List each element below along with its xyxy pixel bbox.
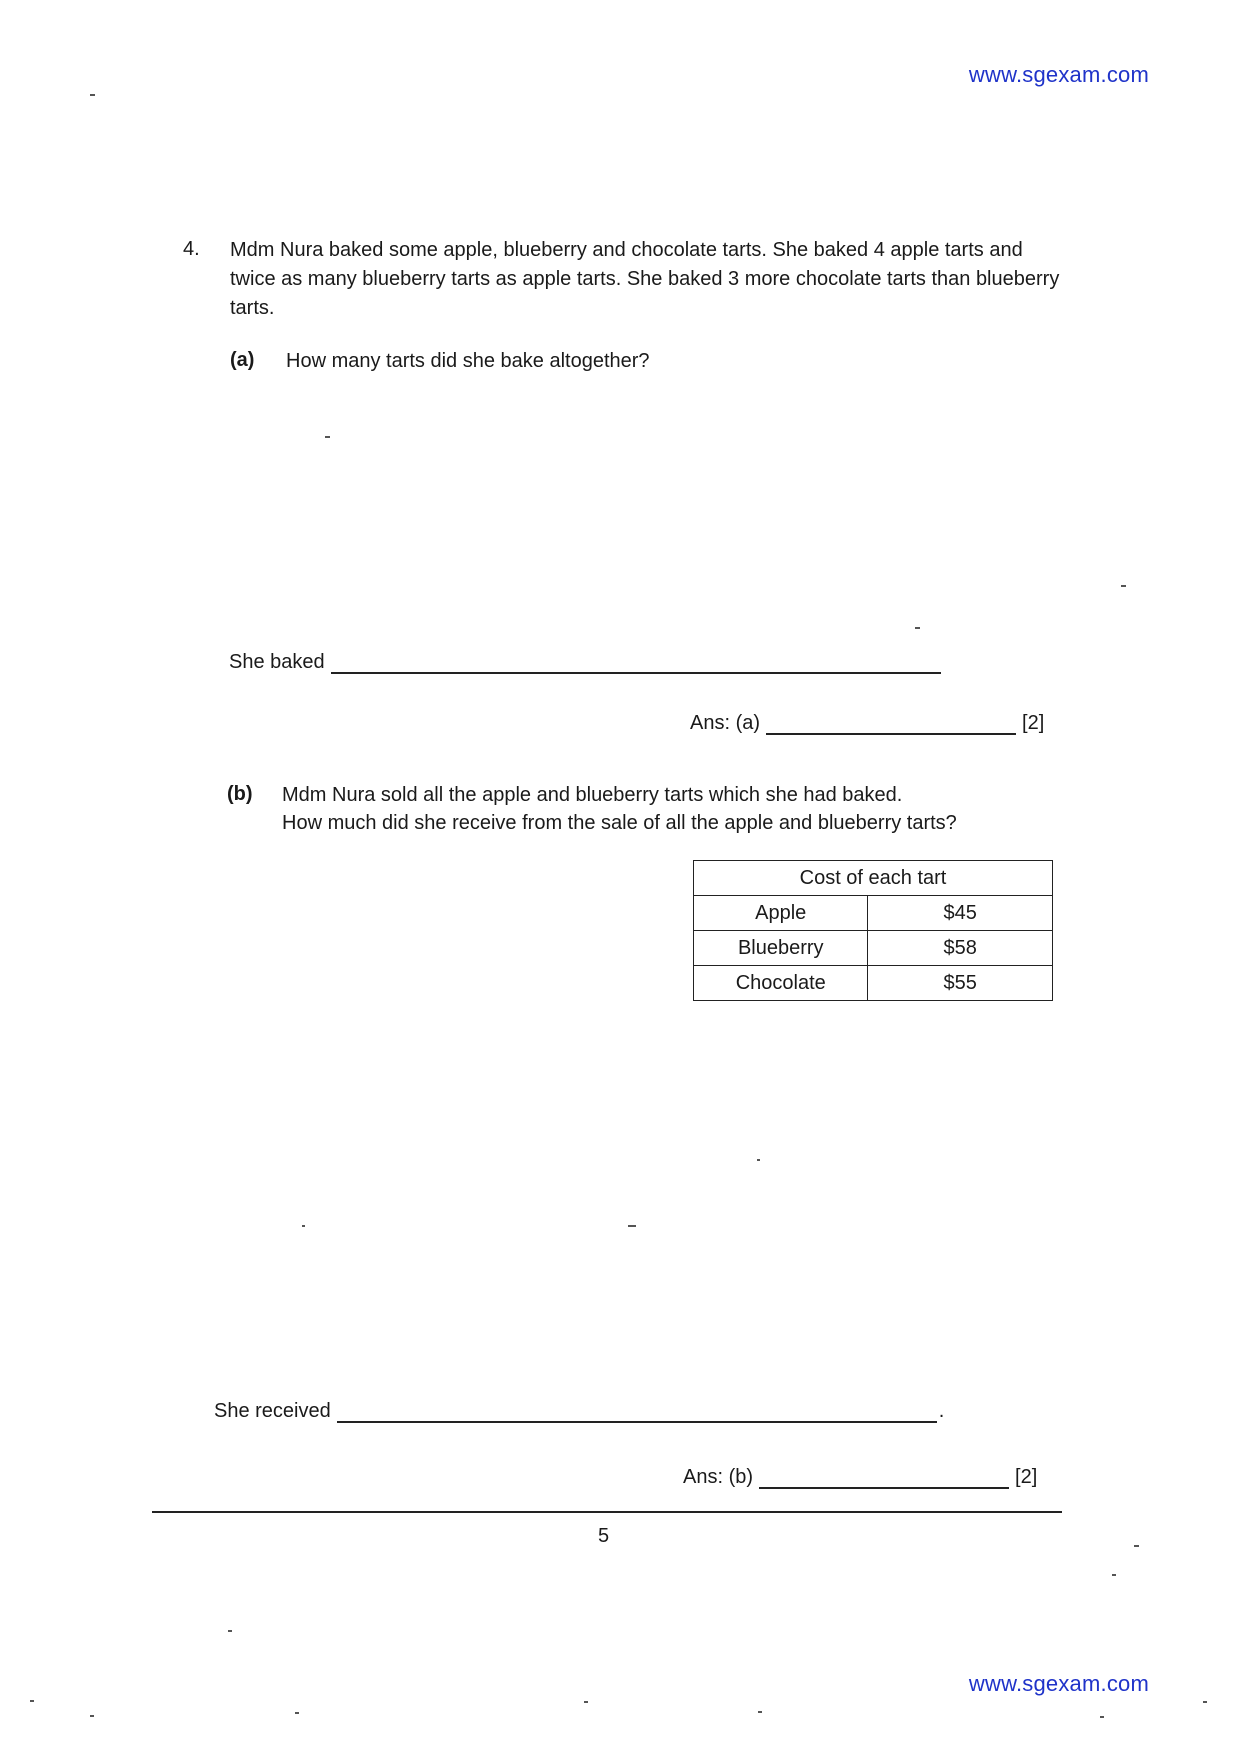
footer-divider: [152, 1511, 1062, 1513]
tart-name: Chocolate: [694, 966, 868, 1001]
scan-speck: [757, 1159, 760, 1161]
part-b-label: (b): [227, 783, 253, 805]
part-b-sentence: [214, 1399, 944, 1423]
part-a-marks: [2]: [1022, 712, 1045, 734]
scan-speck: [1121, 585, 1126, 587]
table-row: [694, 931, 1053, 966]
scan-speck: [295, 1712, 299, 1714]
part-b-answer-row: [683, 1465, 1037, 1489]
scan-speck: [30, 1700, 34, 1702]
scan-speck: [228, 1630, 232, 1632]
part-b-answer-blank[interactable]: [759, 1465, 1009, 1489]
part-a-answer-row: [690, 711, 1044, 735]
scan-speck: [90, 1715, 94, 1717]
part-b-sentence-suffix: .: [938, 1400, 945, 1422]
tart-price: $55: [868, 966, 1053, 1001]
question-number: 4.: [183, 238, 200, 260]
scan-speck: [1203, 1701, 1207, 1703]
scan-speck: [758, 1711, 762, 1713]
part-a-answer-blank[interactable]: [766, 711, 1016, 735]
table-row: [694, 966, 1053, 1001]
part-a-question: How many tarts did she bake altogether?: [286, 350, 650, 372]
part-b-marks: [2]: [1015, 1466, 1038, 1488]
tart-price: $58: [868, 931, 1053, 966]
scan-speck: [1134, 1545, 1139, 1547]
cost-table: [693, 860, 1053, 1001]
part-b-sentence-prefix: She received: [214, 1400, 331, 1422]
scan-speck: [915, 627, 920, 629]
tart-price: $45: [868, 896, 1053, 931]
scan-speck: [628, 1225, 636, 1227]
part-b-question-line2: How much did she receive from the sale of all the apple and blueberry tarts?: [282, 812, 957, 834]
part-a-sentence: [229, 650, 941, 674]
tart-name: Apple: [694, 896, 868, 931]
cost-table-header: Cost of each tart: [694, 861, 1053, 896]
part-b-answer-label: Ans: (b): [683, 1466, 754, 1488]
tart-name: Blueberry: [694, 931, 868, 966]
scan-speck: [1112, 1574, 1116, 1576]
part-a-label: (a): [230, 349, 255, 371]
scan-speck: [90, 94, 95, 96]
part-b-question: [282, 781, 1042, 837]
part-a-answer-label: Ans: (a): [690, 712, 761, 734]
page-number: 5: [598, 1525, 610, 1547]
part-b-question-line1: Mdm Nura sold all the apple and blueberry tarts which she had baked.: [282, 784, 903, 806]
site-watermark-top: www.sgexam.com: [968, 62, 1149, 87]
scan-speck: [302, 1225, 305, 1227]
cost-table-header-row: [694, 861, 1053, 896]
scan-speck: [325, 436, 330, 438]
scan-speck: [1100, 1716, 1104, 1718]
scan-speck: [584, 1701, 588, 1703]
site-watermark-bottom: www.sgexam.com: [968, 1671, 1149, 1696]
part-a-sentence-blank[interactable]: [331, 650, 941, 674]
question-stem: Mdm Nura baked some apple, blueberry and chocolate tarts. She baked 4 apple tarts and twice as many blueberry tarts as apple tarts. She baked 3 more chocolate tarts than blueberry tarts.: [230, 239, 1060, 319]
part-a-sentence-prefix: She baked: [229, 651, 325, 673]
part-b-sentence-blank[interactable]: [337, 1399, 937, 1423]
table-row: [694, 896, 1053, 931]
